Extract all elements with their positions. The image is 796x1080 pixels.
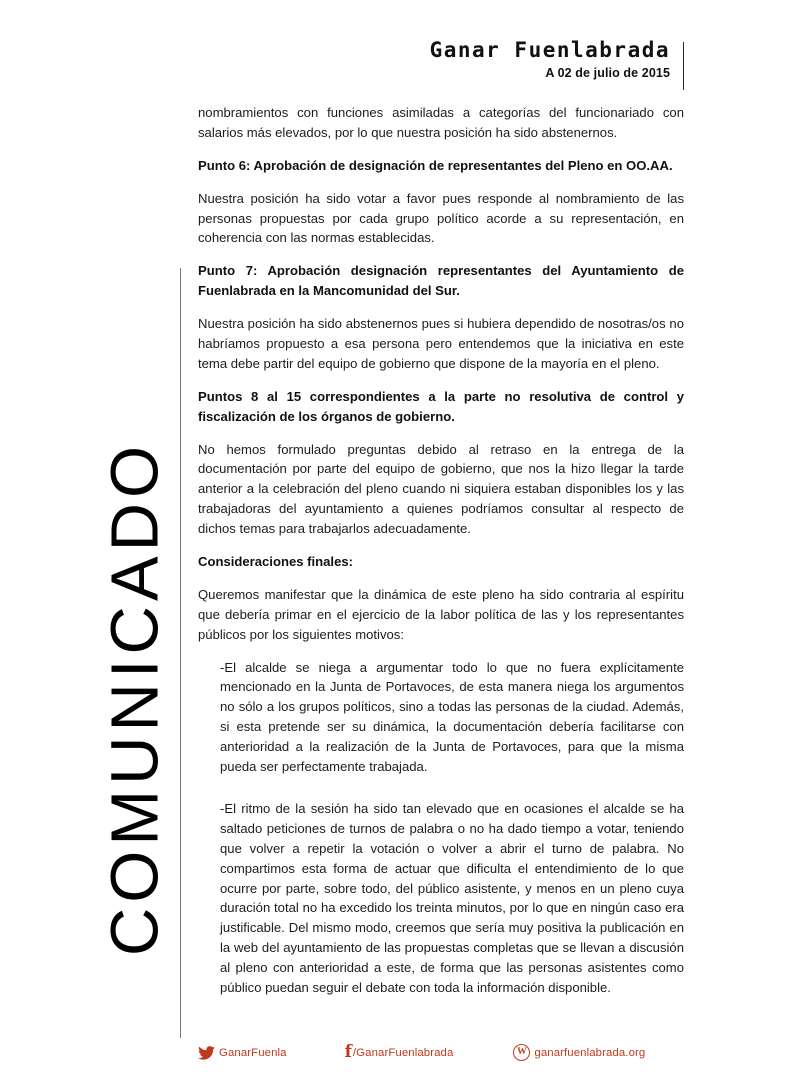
document-footer (198, 1044, 698, 1061)
paragraph-continuation: nombramientos con funciones asimiladas a categorías del funcionariado con salarios más elevados, por lo que nuestra posición ha sido abstenernos. (198, 105, 684, 140)
paragraph-motivo-2: -El ritmo de la sesión ha sido tan elevado que en ocasiones el alcalde se ha saltado peticiones de turnos de palabra o no ha dado tiempo a votar, teniendo que volver a repetir la votación o volver a abrir el turno de palabra. No compartimos esta forma de actuar que dificulta el entendimiento de lo que ocurre por parte, sobre todo, del público asistente, y menos en un pleno cuya duración total no ha excedido los treinta minutos, por lo que en ningún caso era justificable. Del mismo modo, creemos que sería muy positiva la publicación en la web del ayuntamiento de las propuestas completas que se llevan a discusión al pleno con anterioridad a este, de forma que las personas asistentes como público puedan seguir el debate con toda la información disponible. (220, 800, 684, 995)
document-body (198, 103, 684, 1020)
facebook-link[interactable] (345, 1044, 454, 1061)
sidebar-vertical-divider (180, 268, 181, 1038)
document-header (0, 38, 684, 80)
document-date: A 02 de julio de 2015 (545, 66, 670, 81)
twitter-handle: GanarFuenla (219, 1046, 287, 1059)
twitter-link[interactable] (198, 1046, 287, 1060)
twitter-bird-icon (198, 1046, 215, 1060)
paragraph-punto-7-body: Nuestra posición ha sido abstenernos pues si hubiera dependido de nosotras/os no habríamos propuesto a esa persona pero entendemos que la iniciativa en este tema debe partir del equipo de gobierno que dispone de la mayoría en el pleno. (198, 316, 684, 371)
heading-punto-6: Punto 6: Aprobación de designación de representantes del Pleno en OO.AA. (198, 157, 673, 173)
paragraph-consideraciones-body: Queremos manifestar que la dinámica de este pleno ha sido contraria al espíritu que debería primar en el ejercicio de la labor política de las y los representantes públicos por los siguientes motivos: (198, 586, 684, 642)
paragraph-motivo-1: -El alcalde se niega a argumentar todo lo que no fuera explícitamente mencionado en la Junta de Portavoces, de esta manera niega los argumentos no sólo a los grupos políticos, sino a todas las personas de la ciudad. Además, si esta pretende ser su dinámica, la documentación debería facilitarse con anterioridad a la realización de la Junta de Portavoces, para que la misma pueda ser perfectamente trabajada. (220, 659, 684, 775)
organization-name: Ganar Fuenlabrada (429, 38, 670, 62)
paragraph-puntos-8-15-body: No hemos formulado preguntas debido al retraso en la entrega de la documentación por parte del equipo de gobierno, que nos la hizo llegar la tarde anterior a la celebración del pleno cuando ni siquiera estaban disponibles los y las trabajadoras del ayuntamiento a quienes podríamos consultar al respecto de dichos temas para trabajarlos adecuadamente. (198, 441, 684, 537)
heading-punto-7: Punto 7: Aprobación designación representantes del Ayuntamiento de Fuenlabrada en la Mancomunidad del Sur. (198, 263, 684, 299)
heading-puntos-8-15: Puntos 8 al 15 correspondientes a la parte no resolutiva de control y fiscalización de los órganos de gobierno. (198, 388, 684, 424)
heading-consideraciones-finales: Consideraciones finales: (198, 554, 353, 570)
facebook-handle: /GanarFuenlabrada (352, 1046, 454, 1059)
facebook-f-icon: f (344, 1042, 352, 1062)
web-w-circle-icon: W (513, 1044, 530, 1061)
paragraph-punto-6-body: Nuestra posición ha sido votar a favor pues responde al nombramiento de las personas propuestas por cada grupo político acorde a su representación, en coherencia con las normas establecidas. (198, 190, 684, 246)
website-url: ganarfuenlabrada.org (534, 1046, 646, 1059)
website-link[interactable] (513, 1044, 645, 1061)
header-vertical-rule (683, 42, 684, 90)
vertical-comunicado-label: COMUNICADO (97, 440, 173, 957)
